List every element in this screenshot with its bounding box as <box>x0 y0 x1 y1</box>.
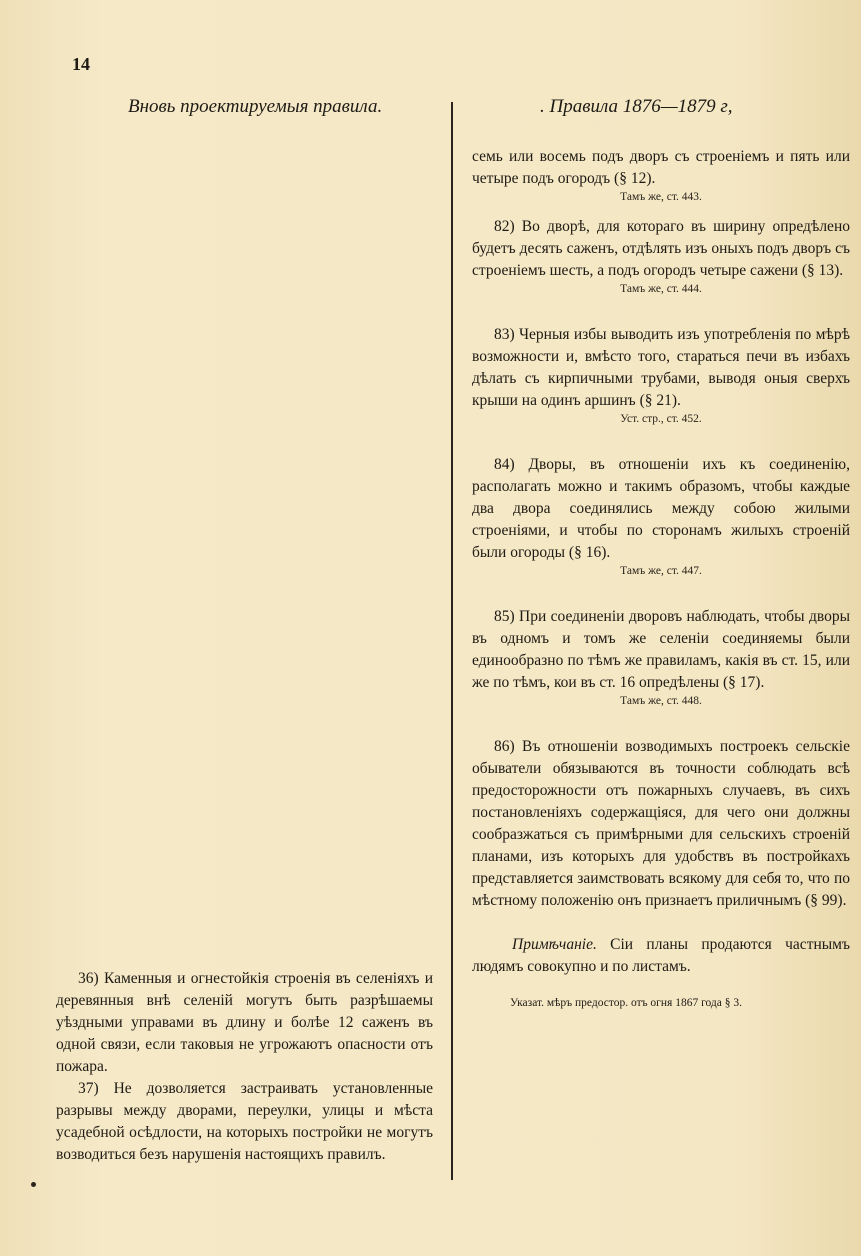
paragraph-84: 84) Дворы, въ отношеніи ихъ къ соединенію, располагать можно и такимъ образомъ, чтобы каждые два двора соединялись между собою жилыми строеніями, и чтобы по сторонамъ жилыхъ строеній были огороды (§ 16). <box>472 456 850 561</box>
page-number: 14 <box>72 54 90 74</box>
paragraph-81-continued: семь или восемь подъ дворъ съ строеніемъ и пять или четыре подъ огородъ (§ 12). <box>472 148 850 187</box>
citation-82: Тамъ же, ст. 444. <box>620 283 702 295</box>
paragraph-37: 37) Не дозволяется застраивать установленные разрывы между дворами, переулки, улицы и мѣста усадебной осѣдлости, на которыхъ постройки не могутъ возводиться безъ нарушенія настоящихъ правилъ. <box>56 1080 433 1163</box>
ink-dot <box>31 1182 36 1187</box>
citation-84: Тамъ же, ст. 447. <box>620 565 702 577</box>
paragraph-36: 36) Каменныя и огнестойкія строенія въ селеніяхъ и деревянныя внѣ селеній могутъ быть разрѣшаемы уѣздными управами въ длину и болѣе 12 саженъ въ одной связи, если таковыя не угрожаютъ опасности отъ пожара. <box>56 970 433 1075</box>
citation-85: Тамъ же, ст. 448. <box>620 695 702 707</box>
left-column <box>56 968 433 1166</box>
citation-83: Уст. стр., ст. 452. <box>620 413 702 425</box>
right-column <box>472 146 850 1014</box>
paragraph-85: 85) При соединеніи дворовъ наблюдать, чтобы дворы въ одномъ и томъ же селеніи соединяемы были единообразно по тѣмъ же правиламъ, какія въ ст. 15, или же по тѣмъ, кои въ ст. 16 опредѣлены (§ 17). <box>472 608 850 691</box>
right-column-heading: . Правила 1876—1879 г, <box>540 96 733 117</box>
paragraph-82: 82) Во дворѣ, для котораго въ ширину опредѣлено будетъ десять саженъ, отдѣлять изъ оныхъ подъ дворъ съ строеніемъ шесть, а подъ огородъ четыре сажени (§ 13). <box>472 218 850 279</box>
citation-81: Тамъ же, ст. 443. <box>620 191 702 203</box>
note-citation: Указат. мѣръ предостор. отъ огня 1867 года § 3. <box>510 997 743 1009</box>
note-text: Сіи планы продаются частнымъ людямъ совокупно и по листамъ. <box>472 936 850 975</box>
note <box>472 934 850 978</box>
paragraph-83: 83) Черныя избы выводить изъ употребленія по мѣрѣ возможности и, вмѣсто того, стараться печи въ избахъ дѣлать съ кирпичными трубами, выводя оныя сверхъ крыши на одинъ аршинъ (§ 21). <box>472 326 850 409</box>
paragraph-86: 86) Въ отношеніи возводимыхъ построекъ сельскіе обыватели обязываются въ точности соблюдать всѣ предосторожности отъ пожарныхъ случаевъ, въ сихъ постановленіяхъ содержащіяся, для чего они должны сообразжаться съ примѣрными для сельскихъ строеній планами, изъ которыхъ для удобствъ въ постройкахъ представляется заимствовать всякому для себя то, что по мѣстному положенію онъ признаетъ приличнымъ (§ 99). <box>472 738 850 909</box>
note-title: Примѣчаніе. <box>512 936 597 953</box>
column-divider <box>451 102 453 1180</box>
left-column-heading: Вновь проектируемыя правила. <box>128 96 383 117</box>
